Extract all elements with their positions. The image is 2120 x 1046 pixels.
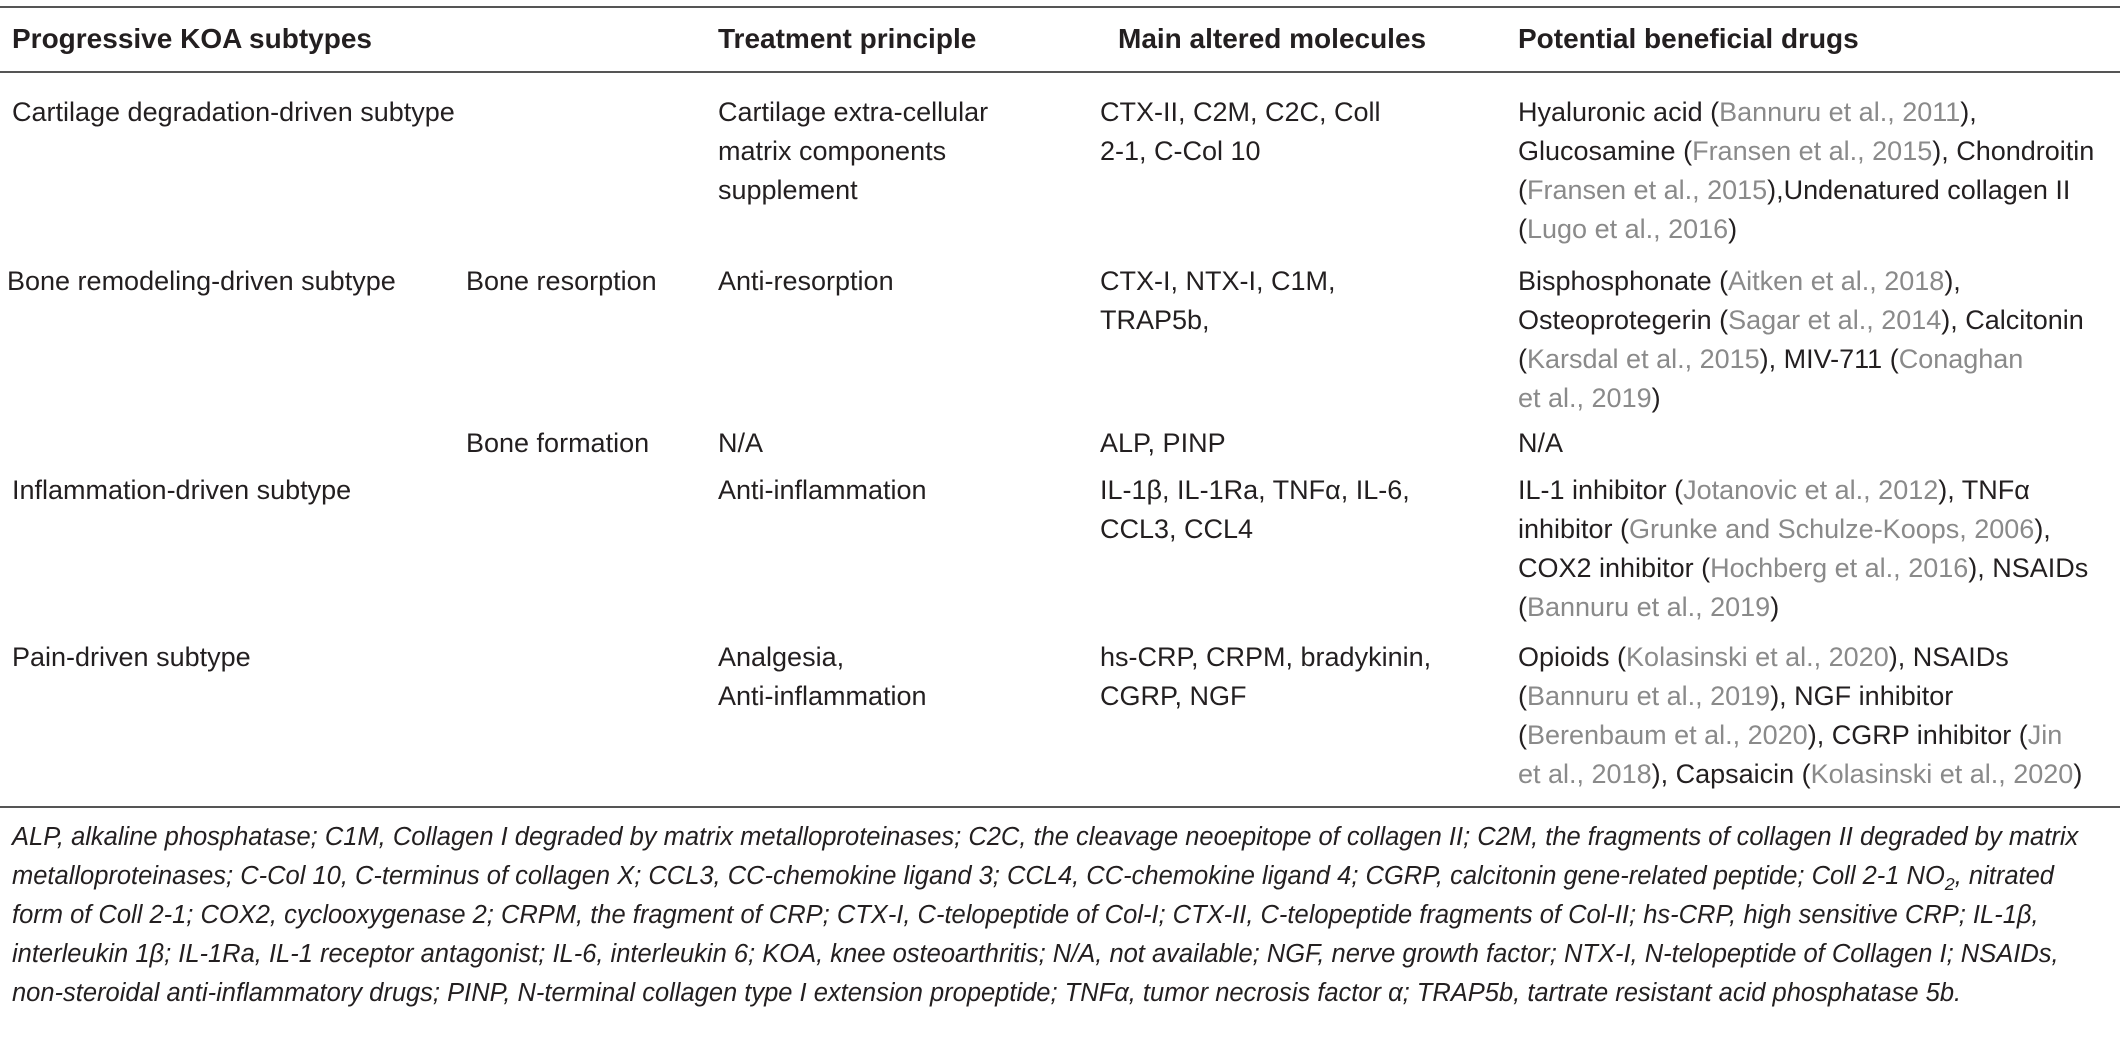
table-bottom-rule xyxy=(0,806,2120,808)
row5-drugs: Opioids (Kolasinski et al., 2020), NSAIDs (Bannuru et al., 2019), NGF inhibitor (Berenbaum et al., 2020), CGRP inhibitor (Jin et al., 2018), Capsaicin (Kolasinski et al., 2020) xyxy=(1518,642,2083,789)
citation: Lugo et al., 2016 xyxy=(1527,214,1729,244)
citation: Aitken et al., 2018 xyxy=(1728,266,1945,296)
row2-subtype: Bone remodeling-driven subtype xyxy=(7,266,396,296)
row1-molecules: CTX-II, C2M, C2C, Coll 2-1, C-Col 10 xyxy=(1100,97,1381,166)
row1-principle: Cartilage extra-cellular matrix components supplement xyxy=(718,97,989,205)
header-principle: Treatment principle xyxy=(718,23,977,54)
row3-principle: N/A xyxy=(718,428,764,458)
row4-subtype: Inflammation-driven subtype xyxy=(12,475,352,505)
row3-drugs: N/A xyxy=(1518,428,1564,458)
citation: Kolasinski et al., 2020 xyxy=(1810,759,2074,789)
header-molecules: Main altered molecules xyxy=(1118,23,1427,54)
row4-molecules: IL-1β, IL-1Ra, TNFα, IL-6, CCL3, CCL4 xyxy=(1100,475,1410,544)
table-footnote: ALP, alkaline phosphatase; C1M, Collagen I degraded by matrix metalloproteinases; C2C, the cleavage neoepitope of collagen II; C2M, the fragments of collagen II degraded by matrix metalloproteinases; C-Col 10, C-terminus of collagen X; CCL3, CC-chemokine ligand 3; CCL4, CC-chemokine ligand 4; CGRP, calcitonin gene-related peptide; Coll 2-1 $NO_2$, nitrated form of Coll 2-1; COX2, cyclooxygenase 2; CRPM, the fragment of CRP; CTX-I, C-telopeptide of Col-I; CTX-II, C-telopeptide fragments of Col-II; hs-CRP, high sensitive CRP; IL-1β, interleukin 1β; IL-1Ra, IL-1 receptor antagonist; IL-6, interleukin 6; KOA, knee osteoarthritis; N/A, not available; NGF, nerve growth factor; NTX-I, N-telopeptide of Collagen I; NSAIDs, non-steroidal anti-inflammatory drugs; PINP, N-terminal collagen type I extension propeptide; TNFα, tumor necrosis factor α; TRAP5b, tartrate resistant acid phosphatase 5b. xyxy=(12,823,2079,1007)
row2-molecules: CTX-I, NTX-I, C1M, TRAP5b, xyxy=(1100,266,1336,335)
row2-principle: Anti-resorption xyxy=(718,266,894,296)
row2-subcategory: Bone resorption xyxy=(466,266,657,296)
row4-principle: Anti-inflammation xyxy=(718,475,927,505)
row3-subcategory: Bone formation xyxy=(466,428,650,458)
row5-molecules: hs-CRP, CRPM, bradykinin, CGRP, NGF xyxy=(1100,642,1432,711)
citation: Hochberg et al., 2016 xyxy=(1710,553,1969,583)
row2-drugs: Bisphosphonate (Aitken et al., 2018), Osteoprotegerin (Sagar et al., 2014), Calcitonin (Karsdal et al., 2015), MIV-711 (Conaghan et al., 2019) xyxy=(1518,266,2084,413)
table-header-rule xyxy=(0,71,2120,73)
citation: Bannuru et al., 2011 xyxy=(1719,97,1961,127)
row5-subtype: Pain-driven subtype xyxy=(12,642,251,672)
row5-principle: Analgesia, Anti-inflammation xyxy=(718,642,927,711)
citation: Kolasinski et al., 2020 xyxy=(1626,642,1889,672)
citation: Grunke and Schulze-Koops, 2006 xyxy=(1629,514,2035,544)
row3-molecules: ALP, PINP xyxy=(1100,428,1226,458)
citation: Conaghan xyxy=(1898,344,2024,374)
header-drugs: Potential beneficial drugs xyxy=(1518,23,1859,54)
row1-subtype: Cartilage degradation-driven subtype xyxy=(12,97,455,127)
row1-drugs: Hyaluronic acid (Bannuru et al., 2011), Glucosamine (Fransen et al., 2015), Chondroitin (Fransen et al., 2015),Undenatured collagen II (Lugo et al., 2016) xyxy=(1518,97,2095,244)
citation: Fransen et al., 2015 xyxy=(1527,175,1768,205)
citation: et al., 2018 xyxy=(1518,759,1652,789)
citation: et al., 2019 xyxy=(1518,383,1652,413)
citation: Jotanovic et al., 2012 xyxy=(1683,475,1939,505)
citation: Bannuru et al., 2019 xyxy=(1527,681,1771,711)
citation: Berenbaum et al., 2020 xyxy=(1527,720,1808,750)
citation: Fransen et al., 2015 xyxy=(1692,136,1933,166)
table-top-rule xyxy=(0,6,2120,8)
citation: Jin xyxy=(2027,720,2063,750)
citation: Karsdal et al., 2015 xyxy=(1527,344,1760,374)
header-subtype: Progressive KOA subtypes xyxy=(12,23,372,54)
citation: Bannuru et al., 2019 xyxy=(1527,592,1771,622)
citation: Sagar et al., 2014 xyxy=(1728,305,1942,335)
row4-drugs: IL-1 inhibitor (Jotanovic et al., 2012), TNFα inhibitor (Grunke and Schulze-Koops, 2006), COX2 inhibitor (Hochberg et al., 2016), NSAIDs (Bannuru et al., 2019) xyxy=(1518,475,2089,622)
